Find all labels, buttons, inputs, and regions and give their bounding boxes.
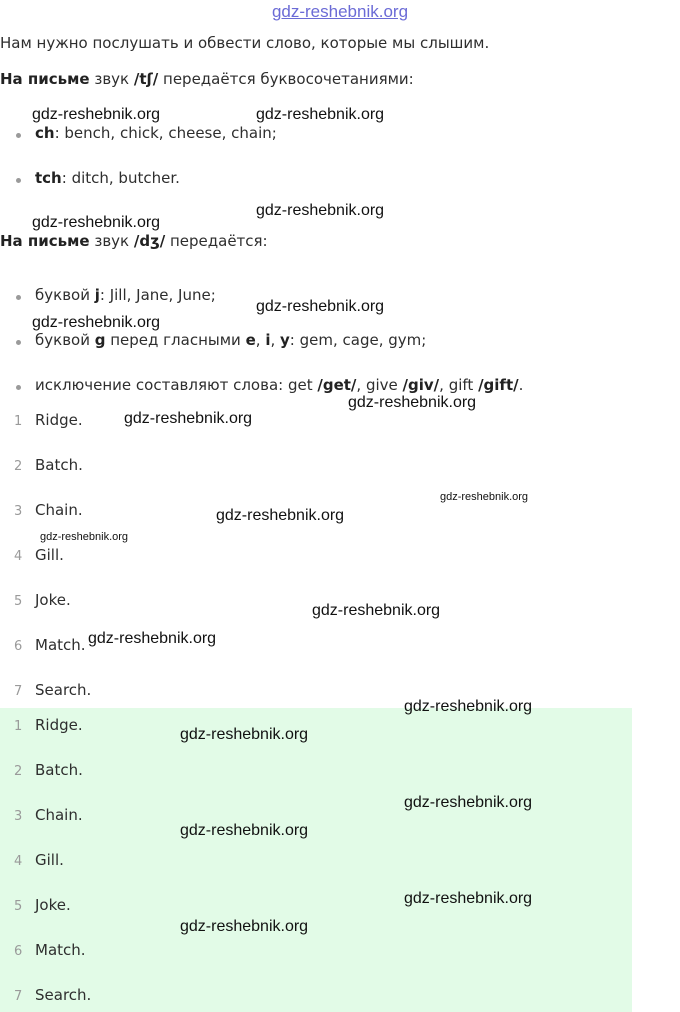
item-pre: буквой <box>35 286 95 304</box>
item-text: : Jill, Jane, June; <box>99 286 216 304</box>
item-number: 4 <box>14 854 23 869</box>
item-bold: /giv/ <box>402 376 440 394</box>
item-number: 5 <box>14 899 23 914</box>
item-number: 3 <box>14 504 23 519</box>
watermark: gdz-reshebnik.org <box>404 794 533 811</box>
bullet-dot <box>16 385 21 390</box>
watermark: gdz-reshebnik.org <box>32 214 161 231</box>
item-number: 5 <box>14 594 23 609</box>
site-header-link[interactable]: gdz-reshebnik.org <box>271 2 409 21</box>
watermark: gdz-reshebnik.org <box>40 531 129 543</box>
item-bold: tch <box>35 169 62 187</box>
bullet-dot <box>16 178 21 183</box>
watermark: gdz-reshebnik.org <box>180 918 309 935</box>
item-word: Match. <box>35 636 86 654</box>
item-end: . <box>518 376 524 394</box>
tch-tail: передаётся буквосочетаниями: <box>158 70 414 88</box>
item-word: Joke. <box>35 896 71 914</box>
watermark: gdz-reshebnik.org <box>256 202 385 219</box>
item-word: Ridge. <box>35 716 83 734</box>
item-text: : bench, chick, cheese, chain; <box>54 124 277 142</box>
item-number: 2 <box>14 459 23 474</box>
watermark: gdz-reshebnik.org <box>32 106 161 123</box>
item-word: Search. <box>35 986 92 1004</box>
bullet-dot <box>16 340 21 345</box>
tch-lead-text: звук <box>89 70 134 88</box>
item-number: 7 <box>14 989 23 1004</box>
item-bold: e <box>245 331 256 349</box>
watermark: gdz-reshebnik.org <box>180 822 309 839</box>
item-text: : ditch, butcher. <box>61 169 180 187</box>
item-number: 1 <box>14 414 23 429</box>
item-number: 7 <box>14 684 23 699</box>
item-bold: y <box>280 331 290 349</box>
item-word: Gill. <box>35 546 64 564</box>
item-number: 6 <box>14 944 23 959</box>
item-bold: i <box>265 331 271 349</box>
bullet-dot <box>16 295 21 300</box>
item-number: 3 <box>14 809 23 824</box>
item-word: Ridge. <box>35 411 83 429</box>
watermark: gdz-reshebnik.org <box>256 298 385 315</box>
answer-box <box>0 708 632 1012</box>
item-bold: ch <box>35 124 55 142</box>
watermark: gdz-reshebnik.org <box>180 726 309 743</box>
tch-sound: /tʃ/ <box>133 70 159 88</box>
tch-heading <box>0 70 414 88</box>
dzh-sound: /dʒ/ <box>133 232 166 250</box>
item-sep: , <box>255 331 266 349</box>
item-number: 1 <box>14 719 23 734</box>
intro-paragraph: Нам нужно послушать и обвести слово, которые мы слышим. <box>0 34 490 52</box>
item-bold: g <box>94 331 106 349</box>
item-word: Match. <box>35 941 86 959</box>
tch-lead-bold: На письме <box>0 70 90 88</box>
watermark: gdz-reshebnik.org <box>216 507 345 524</box>
watermark: gdz-reshebnik.org <box>348 394 477 411</box>
watermark: gdz-reshebnik.org <box>124 410 253 427</box>
item-mid: перед гласными <box>105 331 246 349</box>
dzh-lead-text: звук <box>89 232 134 250</box>
item-text: : gem, cage, gym; <box>289 331 427 349</box>
watermark: gdz-reshebnik.org <box>88 630 217 647</box>
watermark: gdz-reshebnik.org <box>404 890 533 907</box>
watermark: gdz-reshebnik.org <box>256 106 385 123</box>
item-mid: , give <box>356 376 403 394</box>
item-mid: , gift <box>439 376 479 394</box>
item-word: Batch. <box>35 761 83 779</box>
watermark: gdz-reshebnik.org <box>312 602 441 619</box>
item-word: Joke. <box>35 591 71 609</box>
item-word: Chain. <box>35 501 83 519</box>
item-bold: /get/ <box>317 376 357 394</box>
bullet-dot <box>16 133 21 138</box>
watermark: gdz-reshebnik.org <box>440 491 529 503</box>
item-pre: буквой <box>35 331 95 349</box>
item-word: Batch. <box>35 456 83 474</box>
item-pre: исключение составляют слова: get <box>35 376 318 394</box>
dzh-heading <box>0 232 268 250</box>
item-word: Gill. <box>35 851 64 869</box>
item-bold: j <box>94 286 100 304</box>
item-number: 2 <box>14 764 23 779</box>
watermark: gdz-reshebnik.org <box>404 698 533 715</box>
item-word: Chain. <box>35 806 83 824</box>
item-sep: , <box>270 331 281 349</box>
item-number: 6 <box>14 639 23 654</box>
watermark: gdz-reshebnik.org <box>32 314 161 331</box>
dzh-lead-bold: На письме <box>0 232 90 250</box>
item-word: Search. <box>35 681 92 699</box>
item-number: 4 <box>14 549 23 564</box>
item-bold: /gift/ <box>478 376 519 394</box>
dzh-tail: передаётся: <box>165 232 268 250</box>
